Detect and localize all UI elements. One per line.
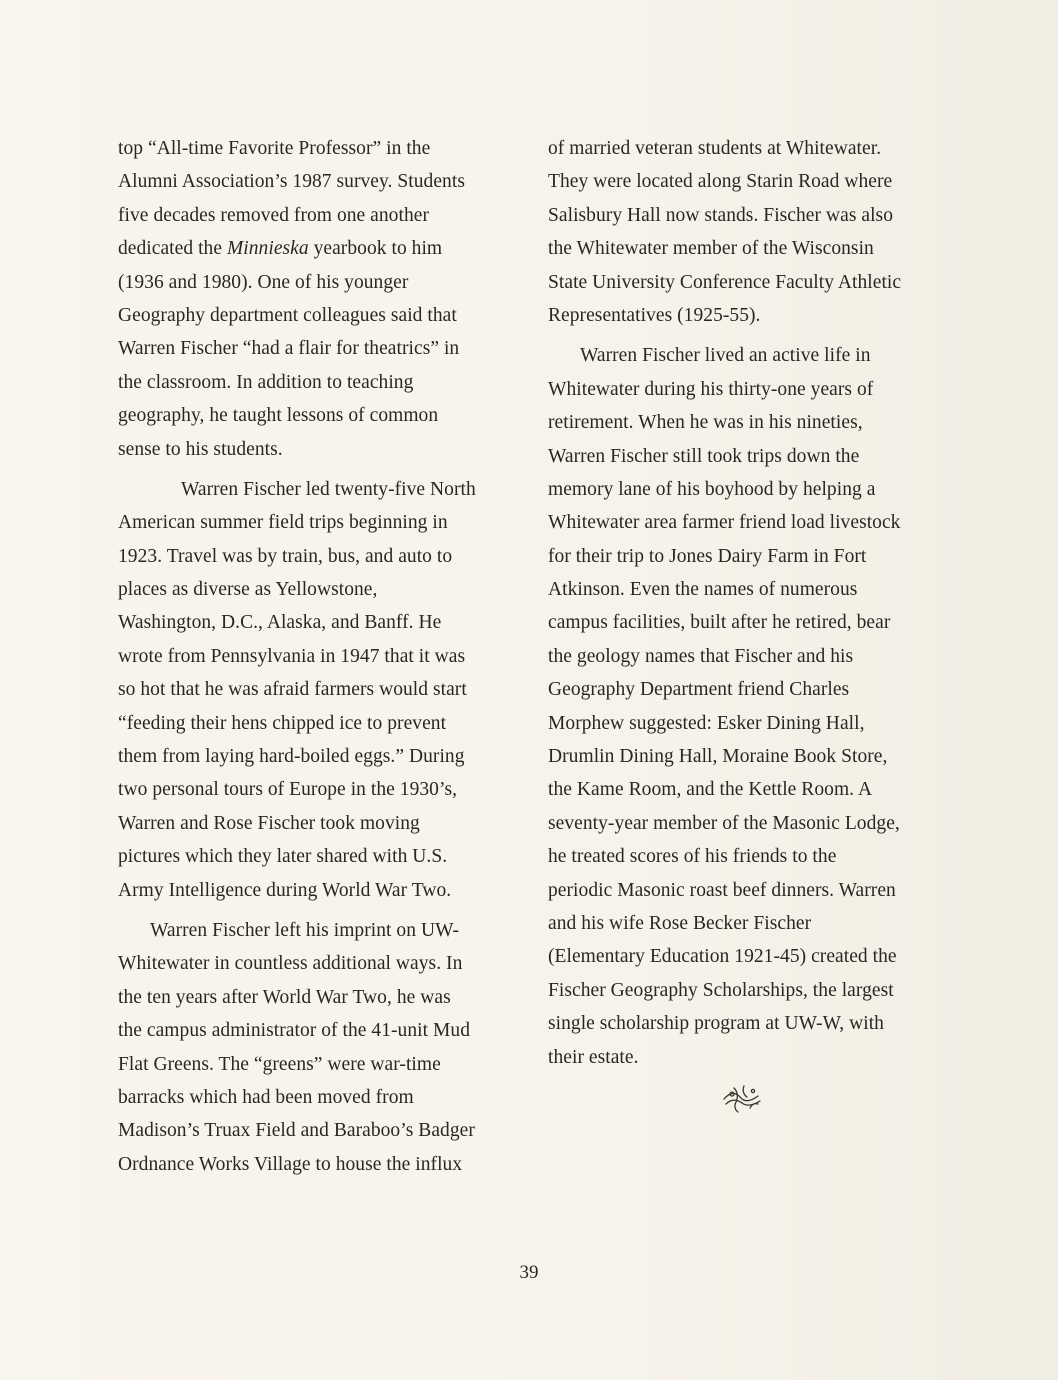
text-line: Whitewater during his thirty-one years of <box>548 378 874 400</box>
text-line-with-italic <box>118 232 510 265</box>
text-line: single scholarship program at UW-W, with <box>548 1013 884 1035</box>
text-line: Washington, D.C., Alaska, and Banff. He <box>118 612 442 634</box>
text-line: them from laying hard-boiled eggs.” During <box>118 746 465 768</box>
text-line: retirement. When he was in his nineties, <box>548 412 863 434</box>
text-segment: yearbook to him <box>308 238 443 260</box>
text-line: wrote from Pennsylvania in 1947 that it was <box>118 645 466 667</box>
text-line: the Whitewater member of the Wisconsin <box>548 238 874 260</box>
text-line: American summer field trips beginning in <box>118 512 448 534</box>
text-line: Warren Fischer “had a flair for theatrics” in <box>118 338 460 360</box>
text-line: Ordnance Works Village to house the influx <box>118 1153 463 1175</box>
text-line: 1923. Travel was by train, bus, and auto to <box>118 545 453 567</box>
text-line: “feeding their hens chipped ice to prevent <box>118 712 447 734</box>
text-line: campus facilities, built after he retired, bear <box>548 612 891 634</box>
text-line: the ten years after World War Two, he was <box>118 986 451 1008</box>
text-line: seventy-year member of the Masonic Lodge, <box>548 812 900 834</box>
text-line: he treated scores of his friends to the <box>548 846 837 868</box>
text-line: their estate. <box>548 1046 639 1068</box>
text-line: Alumni Association’s 1987 survey. Students <box>118 171 465 193</box>
fleuron-icon <box>720 1082 764 1116</box>
text-line: They were located along Starin Road where <box>548 171 893 193</box>
text-line: periodic Masonic roast beef dinners. Warren <box>548 879 896 901</box>
text-line: Geography Department friend Charles <box>548 679 850 701</box>
text-line: (1936 and 1980). One of his younger <box>118 271 409 293</box>
text-line: pictures which they later shared with U.S. <box>118 846 448 868</box>
paragraph-first-line: Warren Fischer lived an active life in <box>580 345 871 367</box>
text-line: Flat Greens. The “greens” were war-time <box>118 1053 441 1075</box>
yearbook-title: Minnieska <box>226 238 309 260</box>
text-line: geography, he taught lessons of common <box>118 405 439 427</box>
paragraph-first-line: Warren Fischer left his imprint on UW- <box>150 919 460 941</box>
text-line: Warren Fischer still took trips down the <box>548 445 860 467</box>
text-line: State University Conference Faculty Athletic <box>548 271 902 293</box>
text-line: Madison’s Truax Field and Baraboo’s Badger <box>118 1120 475 1142</box>
paragraph-first-line: Warren Fischer led twenty-five North <box>181 478 476 500</box>
text-line: the campus administrator of the 41-unit Mud <box>118 1020 470 1042</box>
text-line: Geography department colleagues said that <box>118 304 457 326</box>
text-line: so hot that he was afraid farmers would start <box>118 679 467 701</box>
text-line: of married veteran students at Whitewater. <box>548 138 882 159</box>
text-line: Warren and Rose Fischer took moving <box>118 812 420 834</box>
text-line: two personal tours of Europe in the 1930’s, <box>118 779 458 801</box>
text-line: Whitewater in countless additional ways. In <box>118 953 463 975</box>
text-line: Drumlin Dining Hall, Moraine Book Store, <box>548 746 888 768</box>
text-line: the geology names that Fischer and his <box>548 645 854 667</box>
text-segment: dedicated the <box>118 238 227 260</box>
text-line: (Elementary Education 1921-45) created the <box>548 946 897 968</box>
text-line: Representatives (1925-55). <box>548 304 761 326</box>
text-line: Army Intelligence during World War Two. <box>118 879 452 901</box>
text-line: the classroom. In addition to teaching <box>118 371 414 393</box>
left-text-column <box>118 132 510 1181</box>
text-line: memory lane of his boyhood by helping a <box>548 478 876 500</box>
page-number: 39 <box>519 1262 539 1283</box>
text-line: sense to his students. <box>118 438 283 460</box>
text-line: Atkinson. Even the names of numerous <box>548 579 858 601</box>
text-line: Whitewater area farmer friend load livestock <box>548 512 901 534</box>
text-line: Salisbury Hall now stands. Fischer was also <box>548 204 893 226</box>
text-line: barracks which had been moved from <box>118 1086 414 1108</box>
text-line: the Kame Room, and the Kettle Room. A <box>548 779 873 801</box>
text-line: for their trip to Jones Dairy Farm in Fort <box>548 545 867 567</box>
text-line: five decades removed from one another <box>118 204 430 226</box>
text-line: places as diverse as Yellowstone, <box>118 579 378 601</box>
text-line: Morphew suggested: Esker Dining Hall, <box>548 712 865 734</box>
text-line: and his wife Rose Becker Fischer <box>548 912 812 934</box>
text-line: top “All-time Favorite Professor” in the <box>118 138 431 159</box>
text-line: Fischer Geography Scholarships, the largest <box>548 979 894 1001</box>
right-text-column <box>548 132 940 1074</box>
